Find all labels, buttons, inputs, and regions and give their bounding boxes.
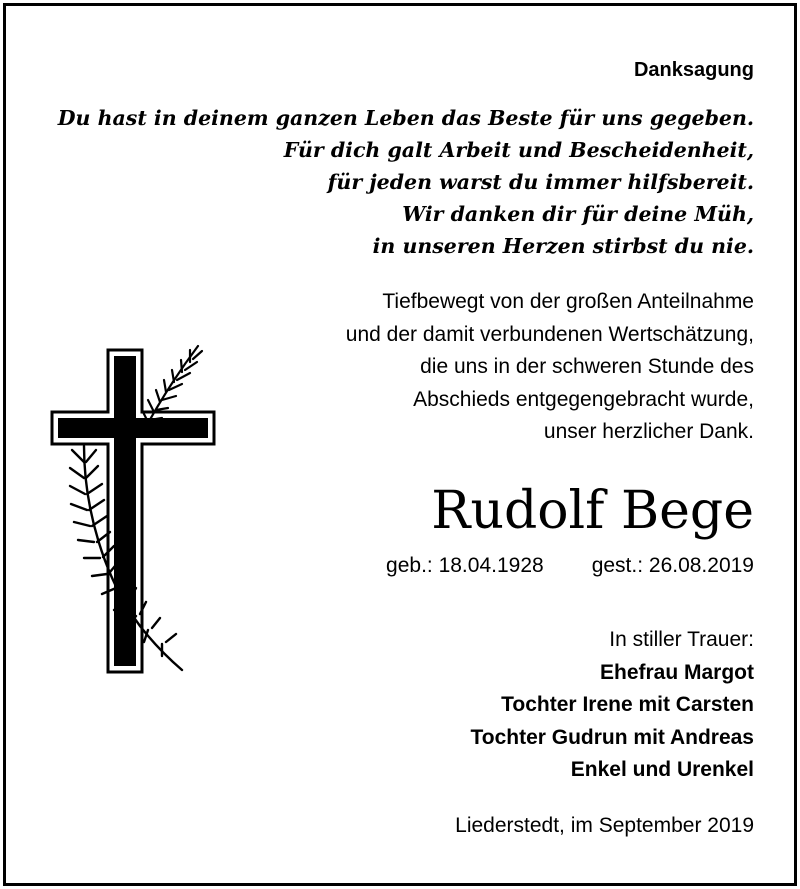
life-dates — [386, 552, 754, 580]
mourner-line: Enkel und Urenkel — [570, 758, 754, 781]
poem-line: Du hast in deinem ganzen Leben das Beste für uns gegeben. — [57, 106, 754, 130]
mourner-line: Tochter Irene mit Carsten — [501, 693, 754, 716]
thanks-line: Tiefbewegt von der großen Anteilnahme — [382, 290, 754, 313]
mourning-intro: In stiller Trauer: — [609, 628, 754, 651]
thanks-text — [346, 286, 754, 449]
death-date: gest.: 26.08.2019 — [591, 554, 754, 577]
mourners — [470, 624, 754, 787]
mourner-line: Tochter Gudrun mit Andreas — [470, 725, 754, 749]
deceased-name: Rudolf Bege — [431, 481, 754, 541]
poem-line: für jeden warst du immer hilfsbereit. — [327, 170, 754, 194]
poem — [58, 102, 754, 262]
poem-line: Für dich galt Arbeit und Bescheidenheit, — [283, 138, 754, 162]
thanks-line: Abschieds entgegengebracht wurde, — [413, 387, 754, 411]
heading: Danksagung — [633, 59, 754, 81]
thanks-line: unser herzlicher Dank. — [543, 420, 754, 443]
poem-line: in unseren Herzen stirbst du nie. — [372, 234, 754, 258]
birth-date: geb.: 18.04.1928 — [386, 554, 544, 577]
poem-line: Wir danken dir für deine Müh, — [402, 202, 754, 226]
thanks-line: die uns in der schweren Stunde des — [420, 355, 754, 378]
thanks-line: und der damit verbundenen Wertschätzung, — [345, 322, 754, 346]
place-date: Liederstedt, im September 2019 — [455, 814, 754, 837]
cross-with-palm-branch-icon — [44, 338, 224, 688]
mourner-line: Ehefrau Margot — [599, 660, 754, 684]
